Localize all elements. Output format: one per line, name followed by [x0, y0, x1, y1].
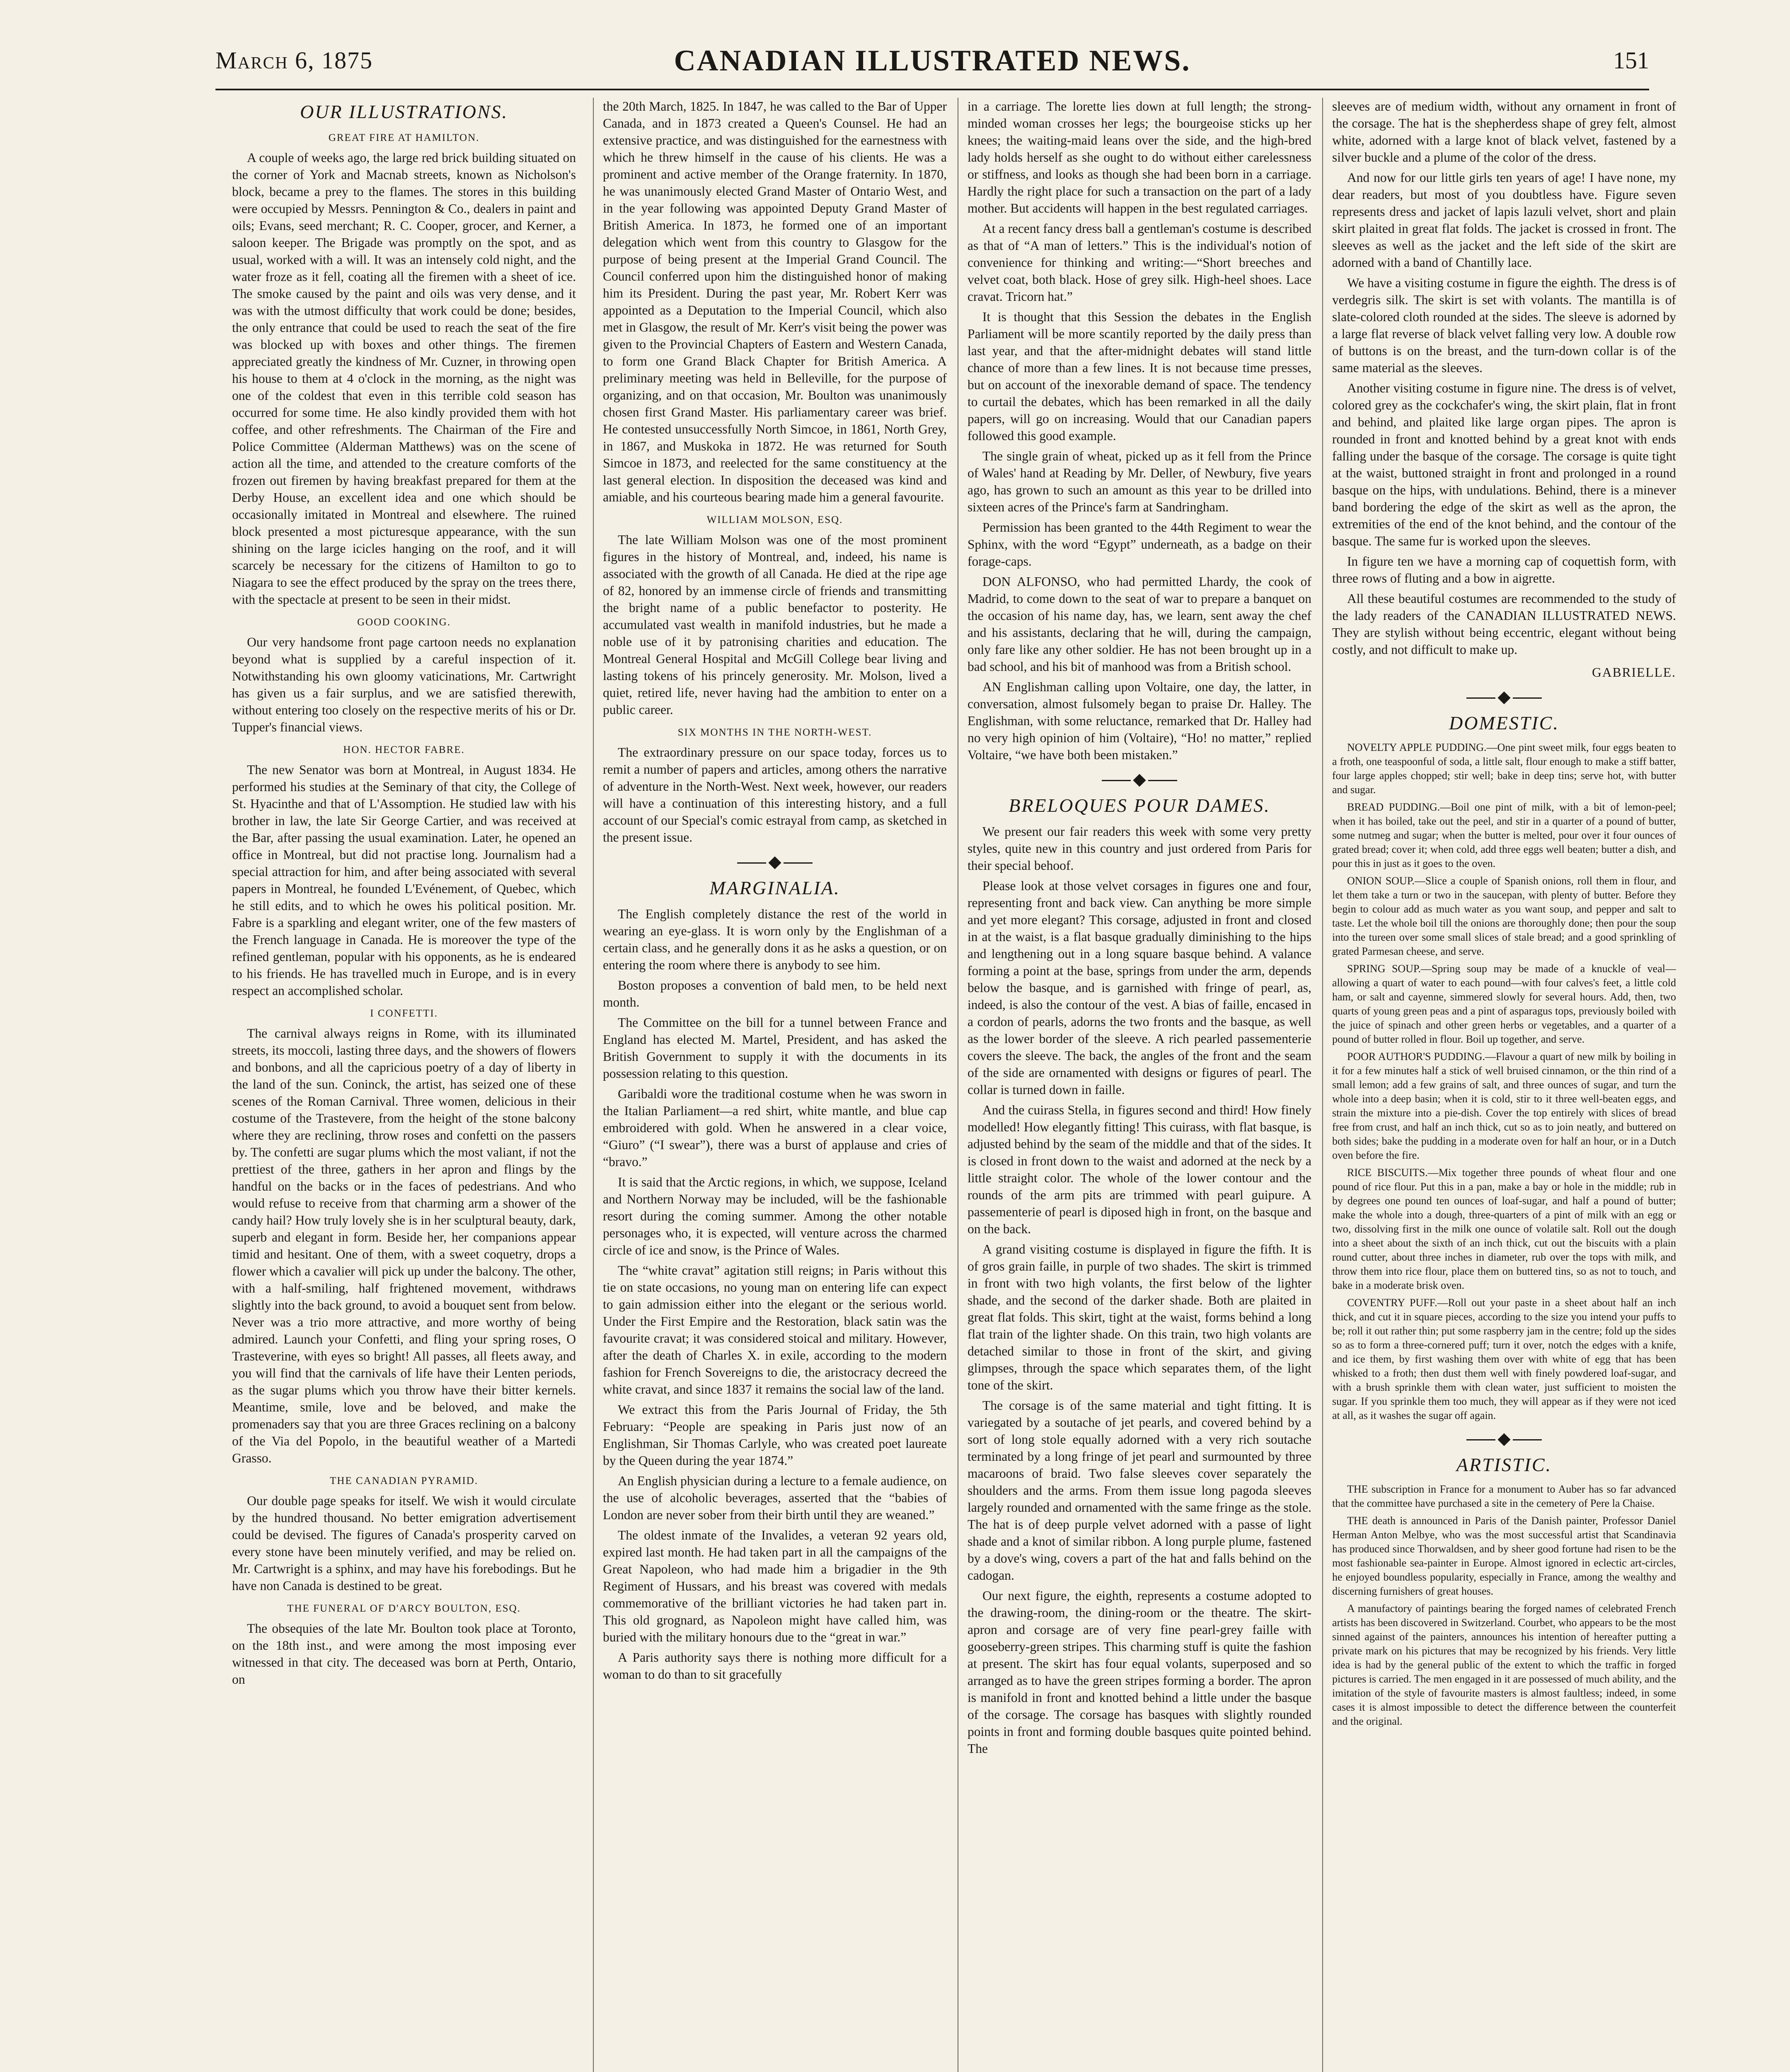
paragraph: The Committee on the bill for a tunnel between France and England has elected M. Martel, President, and has asked the British Government to supply it with the documents in its possession relating to this question. [603, 1015, 947, 1081]
column-divider [593, 98, 594, 2072]
issue-date: March 6, 1875 [215, 47, 373, 74]
paragraph: At a recent fancy dress ball a gentleman's costume is described as that of “A man of letters.” This is the individual's notion of convenience for thinking and writing:—“Short breeches and velvet coat, both black. Hose of grey silk. High-heel shoes. Lace cravat. Tricorn hat.” [968, 221, 1311, 304]
paragraph: Another visiting costume in figure nine. The dress is of velvet, colored grey as the cockchafer's wing, the skirt plain, flat in front and behind, and plaited like large organ pipes. The apron is rounded in front and knotted behind by a great knot with ends falling under the basque of the corsage. The corsage is quite tight at the waist, buttoned straight in front and prolonged in a round basque on the hips, with undulations. Behind, there is a minever band bordering the edge of the skirt as well as the apron, the extremities of the end of the knot behind, and the contour of the basque. The same fur is worked upon the sleeves. [1332, 381, 1676, 548]
paragraph: in a carriage. The lorette lies down at full length; the strong-minded woman crosses her legs; the bourgeoise sticks up her knees; the waiting-maid leans over the side, and the high-bred lady holds herself as she ought to do without either carelessness or stiffness, and looks as though she had been born in a carriage. Hardly the right place for such a transaction on the part of a lady mother. But accidents will happen in the best regulated carriages. [968, 99, 1311, 215]
paragraph: It is thought that this Session the debates in the English Parliament will be more scantily reported by the daily press than last year, and that the after-midnight debates will stand little chance of more than a few lines. It is not because time presses, but on account of the inexorable demand of space. The tendency to curtail the debates, which has been remarked in all the daily papers, will go on increasing. Would that our Canadian papers followed this good example. [968, 310, 1311, 443]
author-signature: GABRIELLE. [1592, 665, 1676, 680]
paragraph: Our double page speaks for itself. We wish it would circulate by the hundred thousand. No better emigration advertisement could be devised. The figures of Canada's prosperity carved on every stone have been minutely verified, and may be relied on. Mr. Cartwright is a sphinx, and may have his forebodings. But he have non Canada is destined to be great. [232, 1493, 576, 1593]
article-heading-confetti: I CONFETTI. [370, 1008, 438, 1019]
newspaper-title: CANADIAN ILLUSTRATED NEWS. [674, 44, 1191, 77]
column-4 [1332, 98, 1676, 2072]
paragraph: The new Senator was born at Montreal, in August 1834. He performed his studies at the Seminary of that city, the College of St. Hyacinthe and that of L'Assomption. He studied law with his brother in law, the late Sir George Cartier, and was received at the Bar, after passing the usual examination. Later, he opened an office in Montreal, but did not practise long. Journalism had a special attraction for him, and after being associated with several papers in Montreal, he founded L'Evénement, of Quebec, which he still edits, and to which he owes his political position. Mr. Fabre is a sparkling and elegant writer, one of the few masters of the French language in Canada. He is moreover the type of the refined gentleman, popular with his opponents, as he is endeared to his friends. He has travelled much in Europe, and is in every respect an accomplished scholar. [232, 762, 576, 998]
section-heading-artistic: ARTISTIC. [1456, 1454, 1552, 1475]
paragraph: And the cuirass Stella, in figures second and third! How finely modelled! How elegantly fitting! This cuirass, with flat basque, is adjusted behind by the seam of the middle and that of the sides. It is closed in front down to the waist and adorned at the neck by a little straight color. The whole of the lower contour and the rounds of the arm pits are trimmed with pearl guipure. A passementerie of pearl is diposed high in front, on the basque and on the back. [968, 1103, 1311, 1236]
section-ornament [1332, 693, 1676, 702]
paragraph: Please look at those velvet corsages in figures one and four, representing front and back view. Can anything be more simple and yet more elegant? This corsage, adjusted in front and closed in at the waist, is a flat basque gradually diminishing to the hips and lengthening out in a long square basque behind. A valance forming a point at the base, springs from under the arm, depends below the basque, and is garnished with fringe of pearl, as, indeed, is also the contour of the vest. A bias of faille, encased in a cordon of pearls, adorns the two fronts and the basque, as well as the lower border of the sleeve. A rich pearled passementerie covers the sleeve. The back, the angles of the front and the seam of the side are ornamented with designs or figures of pearl. The collar is turned down in faille. [968, 879, 1311, 1097]
paragraph: A grand visiting costume is displayed in figure the fifth. It is of gros grain faille, in purple of two shades. The skirt is trimmed in front with two high volants, the first below of the lighter shade, and the second of the darker shade. Both are plaited in great flat folds. This skirt, tight at the waist, forms behind a long flat train of the lighter shade. On this train, two high volants are detached similar to those in front of the skirt, and giving glimpses, through the space which separates them, of the light tone of the skirt. [968, 1242, 1311, 1392]
article-heading-fabre: HON. HECTOR FABRE. [343, 744, 465, 755]
paragraph: A Paris authority says there is nothing more difficult for a woman to do than to sit gracefully [603, 1650, 947, 1682]
paragraph: Our very handsome front page cartoon needs no explanation beyond what is supplied by a careful inspection of it. Notwithstanding his own gloomy vaticinations, Mr. Cartwright has given us a fair surplus, and we are satisfied therewith, without entering too closely on the respective merits of his or Dr. Tupper's financial views. [232, 635, 576, 734]
paragraph: A manufactory of paintings bearing the forged names of celebrated French artists has been discovered in Switzerland. Courbet, who appears to be the most sinned against of the painters, announces his intention of hereafter putting a private mark on his pictures that may be recognized by his friends. Very little idea is had by the general public of the extent to which the traffic in forged pictures is carried. The men engaged in it are possessed of much ability, and the imitation of the style of favourite masters is almost faultless; indeed, in some cases it is almost impossible to detect the difference between the counterfeit and the original. [1332, 1602, 1676, 1727]
column-1 [232, 98, 576, 2072]
paragraph: In figure ten we have a morning cap of coquettish form, with three rows of fluting and a bow in aigrette. [1332, 554, 1676, 586]
recipe-paragraph: RICE BISCUITS.—Mix together three pounds of wheat flour and one pound of rice flour. Put this in a pan, make a bay or hole in the middle; rub in by degrees one pound ten ounces of loaf-sugar, and half a pound of butter; make the whole into a dough, three-quarters of a pint of milk with an egg or two, dissolving first in the milk one ounce of volatile salt. Roll out the dough into a sheet about the sixth of an inch thick, cut out the biscuits with a plain round cutter, about three inches in diameter, rub over the tops with milk, and throw them into rice flour, place them on buttered tins, so as not to touch, and bake in a moderate brisk oven. [1332, 1167, 1676, 1291]
recipe-paragraph: COVENTRY PUFF.—Roll out your paste in a sheet about half an inch thick, and cut it in square pieces, according to the size you intend your puffs to be; roll it out rather thin; put some raspberry jam in the centre; fold up the sides so as to form a three-cornered puff; turn it over, notch the edges with a knife, and ice them, by first washing them over with white of egg that has been whisked to a froth; then dust them well with finely powdered loaf-sugar, and with a brush sprinkle them with clean water, just sufficient to moisten the sugar. If you sprinkle them too much, they will appear as if they were not iced at all, as it washes the sugar off again. [1332, 1297, 1676, 1421]
recipe-paragraph: POOR AUTHOR'S PUDDING.—Flavour a quart of new milk by boiling in it for a few minutes half a stick of well bruised cinnamon, or the thin rind of a small lemon; add a few grains of salt, and three ounces of sugar, and turn the whole into a deep basin; when it is cold, stir to it three well-beaten eggs, and strain the mixture into a pie-dish. Cover the top entirely with slices of bread free from crust, and half an inch thick, cut so as to join neatly, and buttered on both sides; bake the pudding in a moderate oven for half an hour, or in a Dutch oven before the fire. [1332, 1051, 1676, 1161]
article-heading-pyramid: THE CANADIAN PYRAMID. [330, 1475, 478, 1486]
paragraph: The “white cravat” agitation still reigns; in Paris without this tie on state occasions, no young man on entering life can expect to gain admission either into the elegant or the serious world. Under the First Empire and the Restoration, black satin was the favourite cravat; it was considered stoical and military. However, after the death of Charles X. in exile, according to the modern fashion for French Sovereigns to die, the aristocracy decreed the white cravat, and since 1837 it remains the social law of the land. [603, 1263, 947, 1397]
paragraph: All these beautiful costumes are recommended to the study of the lady readers of the CANADIAN ILLUSTRATED NEWS. They are stylish without being eccentric, elegant without being costly, and not difficult to make up. [1332, 591, 1676, 657]
masthead [215, 40, 1649, 85]
paragraph: Boston proposes a convention of bald men, to be held next month. [603, 978, 947, 1009]
paragraph: THE death is announced in Paris of the Danish painter, Professor Daniel Herman Anton Melbye, who was the most successful artist that Scandinavia has produced since Thorwaldsen, and by sheer good fortune had risen to be the most fashionable sea-painter in Europe. Almost ignored in eclectic art-circles, he enjoyed boundless popularity, especially in France, among the wealthy and discerning furnishers of great houses. [1332, 1515, 1676, 1597]
recipe-paragraph: NOVELTY APPLE PUDDING.—One pint sweet milk, four eggs beaten to a froth, one teaspoonful of soda, a little salt, flour enough to make a stiff batter, four large apples chopped; stir well; bake in deep tins; serve hot, with butter and sugar. [1332, 741, 1676, 796]
column-divider [1322, 98, 1323, 2072]
paragraph: The oldest inmate of the Invalides, a veteran 92 years old, expired last month. He had taken part in all the campaigns of the Great Napoleon, who had made him a brigadier in the 9th Regiment of Hussars, and his breast was covered with medals commemorative of the brilliant victories he had taken part in. This old grognard, as Napoleon might have called him, was buried with the military honours due to the “great in war.” [603, 1528, 947, 1644]
paragraph: A couple of weeks ago, the large red brick building situated on the corner of York and Macnab streets, known as Nicholson's block, became a prey to the flames. The stores in this building were occupied by Messrs. Pennington & Co., dealers in paint and oils; Evans, seed merchant; R. C. Cooper, grocer, and Kerner, a saloon keeper. The Brigade was promptly on the spot, and as usual, worked with a will. It was an intensely cold night, and the water froze as it fell, coating all the firemen with a sheet of ice. The smoke caused by the paint and oils was very dense, and it was with the utmost difficulty that work could be done; besides, the only entrance that could be used to reach the seat of the fire was blocked up with boxes and other things. The firemen appreciated greatly the kindness of Mr. Cuzner, in throwing open his house to them at 4 o'clock in the morning, as the night was one of the coldest that even in this terrible cold season has occurred for some time. He also kindly provided them with hot coffee, and other refreshments. The Chairman of the Fire and Police Committee (Alderman Matthews) was on the scene of action all the time, and attended to the creature comforts of the frozen out firemen by having breakfast prepared for them at the Derby House, an excellent idea and one which should be occasionally imitated in Montreal and elsewhere. The ruined block presented a most picturesque appearance, with the sun shining on the large icicles hanging on the roof, and it will scarcely be necessary for the citizens of Hamilton to go to Niagara to see the effect produced by the spray on the trees there, with the spectacle at present to be seen in their midst. [232, 150, 576, 607]
paragraph: And now for our little girls ten years of age! I have none, my dear readers, but most of you doubtless have. Figure seven represents dress and jacket of lapis lazuli velvet, short and plain skirt plaited in great flat folds. The jacket is crossed in front. The sleeves as well as the jacket and the left side of the skirt are adorned with a band of Chantilly lace. [1332, 170, 1676, 270]
article-heading-cooking: GOOD COOKING. [357, 617, 451, 628]
column-2 [603, 98, 947, 2072]
paragraph: The late William Molson was one of the most prominent figures in the history of Montreal, and, indeed, his name is associated with the growth of all Canada. He died at the ripe age of 82, honored by an immense circle of friends and transmitting the bright name of a public benefactor to posterity. He accumulated vast wealth in manifold industries, but he made a noble use of it by patronising charities and education. The Montreal General Hospital and McGill College bear living and lasting tokens of his princely generosity. Mr. Molson, lived a quiet, retired life, never having had the ambition to enter on a public career. [603, 533, 947, 717]
column-3 [968, 98, 1311, 2072]
recipe-paragraph: BREAD PUDDING.—Boil one pint of milk, with a bit of lemon-peel; when it has boiled, take out the peel, and stir in a quarter of a pound of butter, some nutmeg and sugar; when the butter is melted, pour over it four ounces of grated bread; cover it; when cold, add three eggs well beaten; butter a dish, and pour this in just as it goes to the oven. [1332, 801, 1676, 869]
section-ornament [968, 776, 1311, 785]
paragraph: Our next figure, the eighth, represents a costume adopted to the drawing-room, the dining-room or the theatre. The skirt-apron and corsage are of very fine pearl-grey faille with gooseberry-green stripes. This charming stuff is quite the fashion at present. The skirt has four equal volants, superposed and so arranged as to have the green stripes forming a border. The apron is manifold in front and knotted behind a little under the basque of the corsage. The corsage has basques with slightly rounded points in front and forming double basques quite pointed behind. The [968, 1588, 1311, 1756]
paragraph: Permission has been granted to the 44th Regiment to wear the Sphinx, with the word “Egypt” underneath, as a badge on their forage-caps. [968, 520, 1311, 569]
article-heading-northwest: SIX MONTHS IN THE NORTH-WEST. [677, 727, 872, 738]
paragraph: DON ALFONSO, who had permitted Lhardy, the cook of Madrid, to come down to the seat of war to prepare a banquet on the occasion of his name day, has, we learn, sent away the chef and his assistants, declaring that he will, during the campaign, only fare like any other soldier. He has not been brought up in a bad school, and his bit of manhood was from a British school. [968, 574, 1311, 674]
paragraph: the 20th March, 1825. In 1847, he was called to the Bar of Upper Canada, and in 1873 created a Queen's Counsel. He had an extensive practice, and was distinguished for the earnestness with which he threw himself in the cause of his clients. He was a prominent and active member of the Orange fraternity. In 1870, he was unanimously elected Grand Master of Ontario West, and in the year following was appointed Deputy Grand Master of British America. In 1873, he formed one of an important delegation which went from this country to Glasgow for the purpose of being present at the Imperial Grand Council. The Council conferred upon him the distinguished honor of making him its President. During the past year, Mr. Robert Kerr was appointed as a Deputation to the Imperial Council, which also met in Glasgow, the result of Mr. Kerr's visit being the power was given to the Provincial Chapters of Eastern and Western Canada, to form one Grand Black Chapter for British America. A preliminary meeting was held in Belleville, for the purpose of organizing, and on that occasion, Mr. Boulton was unanimously chosen first Grand Master. His parliamentary career was brief. He contested unsuccessfully North Simcoe, in 1861, North Grey, in 1867, and Muskoka in 1872. He was returned for South Simcoe in 1873, and reelected for the same constituency at the last general election. In disposition the deceased was kind and amiable, and his courteous bearing made him a general favourite. [603, 99, 947, 504]
paragraph: The corsage is of the same material and tight fitting. It is variegated by a soutache of jet pearls, and covered behind by a sort of long stole equally adorned with a very rich soutache terminated by a long fringe of jet pearl and surmounted by three macaroons of braid. Two false sleeves cover separately the shoulders and the arms. From them issue long pagoda sleeves largely rounded and ornamented with the same fringe as the stole. The hat is of deep purple velvet adorned with a passe of light shade and a knot of similar ribbon. A long purple plume, fastened by a dove's wing, covers a part of the hat and falls behind on the cadogan. [968, 1398, 1311, 1583]
paragraph: The carnival always reigns in Rome, with its illuminated streets, its moccoli, lasting three days, and the showers of flowers and bonbons, and all the capricious poetry of a day of liberty in the land of the sun. Coninck, the artist, has seized one of these scenes of the Roman Carnival. Three women, delicious in their costume of the Trastevere, from the height of the stone balcony where they are reclining, throw roses and confetti on the passers by. The confetti are sugar plums which the most valiant, if not the prettiest of the three, gathers in her apron and flings by the handful on the backs or in the faces of pedestrians. And who would refuse to receive from that charming arm a shower of the candy hail? How truly lovely she is in her sculptural beauty, dark, superb and elegant in form. Beside her, her companions appear timid and hesitant. One of them, with a sweet coquetry, drops a flower which a cavalier will pick up under the balcony. The other, with a half-smiling, half frightened movement, withdraws slightly into the back ground, to avoid a bouquet sent from below. Never was a trio more attractive, and more worthy of being admired. Launch your Confetti, and fling your spring roses, O Trasteverine, with eyes so bright! All passes, all fleets away, and you will find that the carnivals of life have their Lenten periods, as the sugar plums which you throw have their bitter kernels. Meantime, smile, love and be beloved, and make the promenaders say that you are three Graces reclining on a balcony of the Via del Popolo, in the beautiful weather of a Martedi Grasso. [232, 1026, 576, 1465]
paragraph: It is said that the Arctic regions, in which, we suppose, Iceland and Northern Norway may be included, will be the fashionable resort during the coming summer. Among the other notable personages who, it is expected, will venture across the charmed circle of ice and snow, is the Prince of Wales. [603, 1175, 947, 1257]
article-heading-fire: GREAT FIRE AT HAMILTON. [328, 132, 480, 143]
paragraph: We have a visiting costume in figure the eighth. The dress is of verdegris silk. The skirt is set with volants. The mantilla is of slate-colored cloth rounded at the sides. The sleeve is adorned by a large flat reverse of black velvet falling very low. A double row of buttons is on the breast, and the turn-down collar is of the same material as the sleeves. [1332, 276, 1676, 375]
article-heading-molson: WILLIAM MOLSON, ESQ. [706, 514, 843, 525]
paragraph: Garibaldi wore the traditional costume when he was sworn in the Italian Parliament—a red shirt, white mantle, and blue cap embroidered with gold. When he answered in a clear voice, “Giuro” (“I swear”), there was a burst of applause and cries of “bravo.” [603, 1087, 947, 1169]
paragraph: We present our fair readers this week with some very pretty styles, quite new in this country and just ordered from Paris for their special behoof. [968, 824, 1311, 873]
section-ornament [1332, 1435, 1676, 1444]
paragraph: The single grain of wheat, picked up as it fell from the Prince of Wales' hand at Reading by Mr. Deller, of Newbury, five years ago, has grown to such an amount as this year to be drilled into sixteen acres of the Prince's farm at Sandringham. [968, 449, 1311, 514]
page-number: 151 [1613, 47, 1649, 74]
section-heading-marginalia: MARGINALIA. [709, 877, 840, 898]
section-heading-breloques: BRELOQUES POUR DAMES. [1009, 795, 1270, 816]
article-heading-funeral: THE FUNERAL OF D'ARCY BOULTON, ESQ. [287, 1603, 521, 1614]
section-heading-domestic: DOMESTIC. [1449, 712, 1559, 733]
recipe-paragraph: ONION SOUP.—Slice a couple of Spanish onions, roll them in flour, and let them take a turn or two in the saucepan, with plenty of butter. Before they begin to colour add as much water as you want soup, and pepper and salt to taste. Let the whole boil till the onions are thoroughly done; then pour the soup into the tureen over some small slices of stale bread; and a good sprinkling of grated Parmesan cheese, and serve. [1332, 875, 1676, 957]
paragraph: We extract this from the Paris Journal of Friday, the 5th February: “People are speaking in Paris just now of an Englishman, Sir Thomas Carlyle, who was created poet laureate by the Queen during the year 1874.” [603, 1402, 947, 1468]
paragraph: sleeves are of medium width, without any ornament in front of the corsage. The hat is the shepherdess shape of grey felt, almost white, adorned with a large knot of black velvet, fastened by a silver buckle and a plume of the color of the dress. [1332, 99, 1676, 165]
section-heading-our-illustrations: OUR ILLUSTRATIONS. [300, 101, 508, 122]
paragraph: An English physician during a lecture to a female audience, on the use of alcoholic beverages, asserted that the “babies of London are never sober from their birth until they are weaned.” [603, 1474, 947, 1522]
masthead-rule [215, 89, 1649, 90]
paragraph: AN Englishman calling upon Voltaire, one day, the latter, in conversation, almost fulsomely began to praise Dr. Halley. The Englishman, with some reluctance, remarked that Dr. Halley had no very high opinion of him (Voltaire), “Ho! no matter,” replied Voltaire, “we have both been mistaken.” [968, 680, 1311, 762]
paragraph: The English completely distance the rest of the world in wearing an eye-glass. It is worn only by the Englishman of a certain class, and he generally dons it as he asks a question, or on entering the room where there is anybody to see him. [603, 907, 947, 972]
paragraph: The obsequies of the late Mr. Boulton took place at Toronto, on the 18th inst., and were among the most imposing ever witnessed in that city. The deceased was born at Perth, Ontario, on [232, 1621, 576, 1687]
recipe-paragraph: SPRING SOUP.—Spring soup may be made of a knuckle of veal—allowing a quart of water to each pound—with four calves's feet, a little cold ham, or salt and cayenne, simmered slowly for several hours. Add, then, two quarts of young green peas and a pint of asparagus tops, previously boiled with the juice of spinach and other green herbs or vegetables, and a quarter of a pound of butter rolled in flour. Boil up together, and serve. [1332, 963, 1676, 1045]
paragraph: THE subscription in France for a monument to Auber has so far advanced that the committee have purchased a site in the cemetery of Pere la Chaise. [1332, 1483, 1676, 1509]
section-ornament [603, 858, 947, 867]
paragraph: The extraordinary pressure on our space today, forces us to remit a number of papers and articles, among others the narrative of adventure in the North-West. Next week, however, our readers will have a continuation of this interesting history, and a full account of our Special's comic estrayal from camp, as sketched in the present issue. [603, 745, 947, 845]
